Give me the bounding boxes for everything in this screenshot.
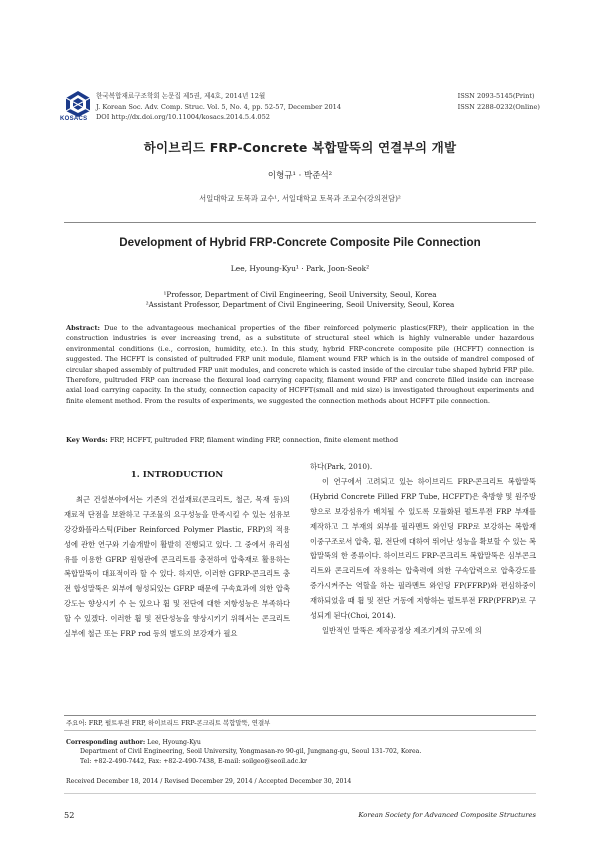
affiliation-english	[0, 290, 600, 310]
body-left-column	[64, 460, 290, 642]
abstract-label: Abstract:	[66, 324, 100, 332]
title-english: Development of Hybrid FRP-Concrete Composite Pile Connection	[119, 236, 481, 249]
logo-text: KOSACS	[60, 116, 88, 122]
affiliation-1: ¹Professor, Department of Civil Engineering, Seoil University, Seoul, Korea	[163, 290, 437, 299]
title-korean: 하이브리드 FRP-Concrete 복합말뚝의 연결부의 개발	[143, 140, 457, 155]
corr-name: Lee, Hyoung-Kyu	[147, 739, 201, 746]
issn-block	[458, 91, 540, 112]
page-number: 52	[64, 810, 75, 820]
abstract-text: Due to the advantageous mechanical properties of the fiber reinforced polymeric plastics(FRP), their application in the construction industries is ever increasing trend, as a substitute of structural steel which is highly vulnerable under hazardous environmental conditions (i.e., corrosion, humidity, etc.). In this study, hybrid FRP-concrete composite pile (HCFFT) connection is suggested. The HCFFT is consisted of pultruded FRP unit module, filament wound FRP which is in the outside of mandrel composed of circular shaped assembly of pultruded FRP unit modules, and concrete which is casted inside of the circular tube shaped hybrid FRP pile. Therefore, pultruded FRP can increase the flexural load carrying capacity, filament wound FRP and concrete filled inside can increase axial load carrying capacity. In the study, connection capacity of HCFFT(small and mid size) is investigated throughout experiments and finite element method. From the results of experiments, we suggested the connection methods about HCFFT pile connection.	[66, 324, 534, 405]
keywords-label: Key Words:	[66, 436, 108, 444]
affiliation-korean: 서일대학교 토목과 교수¹, 서일대학교 토목과 조교수(강의전담)²	[199, 194, 401, 203]
authors-korean: 이형규¹ · 박준석²	[267, 171, 333, 181]
issn-print: ISSN 2093-5145(Print)	[457, 92, 535, 100]
body-paragraph: 일반적인 말뚝은 제작공정상 제조기계의 규모에 의	[322, 625, 482, 635]
section-heading: 1. INTRODUCTION	[130, 470, 224, 480]
body-paragraph: 하다(Park, 2010).	[310, 462, 373, 471]
body-paragraph: 이 연구에서 고려되고 있는 하이브리드 FRP-콘크리트 복합말뚝(Hybrid Concrete Filled FRP Tube, HCFFT)은 축방향 및 원주방향으로 보강섬유가 배치될 수 있도록 모듈화된 펄트루젼 FRP 부재를 제작하고 그 부재의 외부를 필라멘트 와인딩 FRP로 보강하는 복합재 이중구조로서 압축, 휨, 전단에 대하여 뛰어난 성능을 확보할 수 있는 복합말뚝의 한 종류이다. 하이브리드 FRP-콘크리트 복합말뚝은 심부콘크리트와 콘크리트에 작용하는 압축력에 의한 구속압력으로 압축강도를 증가시켜주는 역할을 하는 필라멘트 와인딩 FP(FFRP)와 편심하중이 재하되었을 때 휨 및 전단 거동에 저항하는 펄트루전 FRP(PFRP)로 구성되게 된다(Choi, 2014).	[310, 476, 536, 621]
abstract	[66, 323, 534, 406]
corr-label: Corresponding author:	[66, 739, 146, 746]
authors-english: Lee, Hyoung-Kyu¹ · Park, Joon-Seok²	[230, 264, 370, 273]
footnote-divider	[64, 715, 536, 716]
corresponding-author	[66, 738, 536, 766]
page-footer-divider	[64, 793, 536, 794]
korean-keywords: 주요어: FRP, 펄트루전 FRP, 하이브리드 FRP-콘크리트 복합말뚝, 연결부	[66, 719, 271, 727]
body-paragraph: 최근 건설분야에서는 기존의 건설재료(콘크리트, 철근, 목재 등)의 재료적 단점을 보완하고 구조물의 요구성능을 만족시킬 수 있는 섬유보강강화플라스틱(Fiber Reinforced Polymer Plastic, FRP)의 적용성에 관한 연구와 기술개발이 활발히 진행되고 있다. 그 중에서 유리섬유를 이용한 GFRP 원형관에 콘크리트를 충전하여 압축재로 활용하는 복합말뚝이 대표적이라 할 수 있다. 하지만, 이러한 GFRP-콘크리트 충전 합성말뚝은 외부에 형성되있는 GFRP 때문에 구속효과에 의한 압축강도는 향상시키 수 는 있으나 휨 및 전단에 대한 저항성능은 부족하다 할 수 있겠다. 이러한 휨 및 전단성능을 향상시키기 위해서는 콘크리트 실부에 철근 또는 FRP rod 등의 별도의 보강재가 필요	[64, 494, 290, 639]
journal-header	[96, 91, 341, 123]
keywords	[66, 435, 534, 445]
footnote-divider	[64, 730, 536, 731]
footer-journal-name: Korean Society for Advanced Composite Structures	[358, 811, 536, 819]
doi-link[interactable]: DOI http://dx.doi.org/10.11004/kosacs.2014.5.4.052	[96, 113, 271, 121]
divider	[64, 222, 536, 223]
received-dates: Received December 18, 2014 / Revised December 29, 2014 / Accepted December 30, 2014	[66, 778, 352, 785]
affiliation-2: ²Assistant Professor, Department of Civil Engineering, Seoil University, Seoul, Korea	[145, 300, 455, 309]
keywords-text: FRP, HCFFT, pultruded FRP, filament winding FRP, connection, finite element method	[109, 436, 399, 444]
issn-online: ISSN 2288-0232(Online)	[457, 102, 540, 111]
corr-department: Department of Civil Engineering, Seoil University, Yongmasan-ro 90-gil, Jungnang-gu, Seoul 131-702, Korea.	[80, 748, 422, 756]
body-right-column	[310, 460, 536, 639]
journal-name-kr: 한국복합재료구조학회 논문집 제5권, 제4호, 2014년 12월	[96, 92, 266, 100]
corr-contact: Tel: +82-2-490-7442, Fax: +82-2-490-7438, E-mail: soilgeo@seoil.adc.kr	[80, 757, 307, 765]
journal-name-en: J. Korean Soc. Adv. Comp. Struc. Vol. 5, No. 4, pp. 52-57, December 2014	[96, 102, 342, 111]
